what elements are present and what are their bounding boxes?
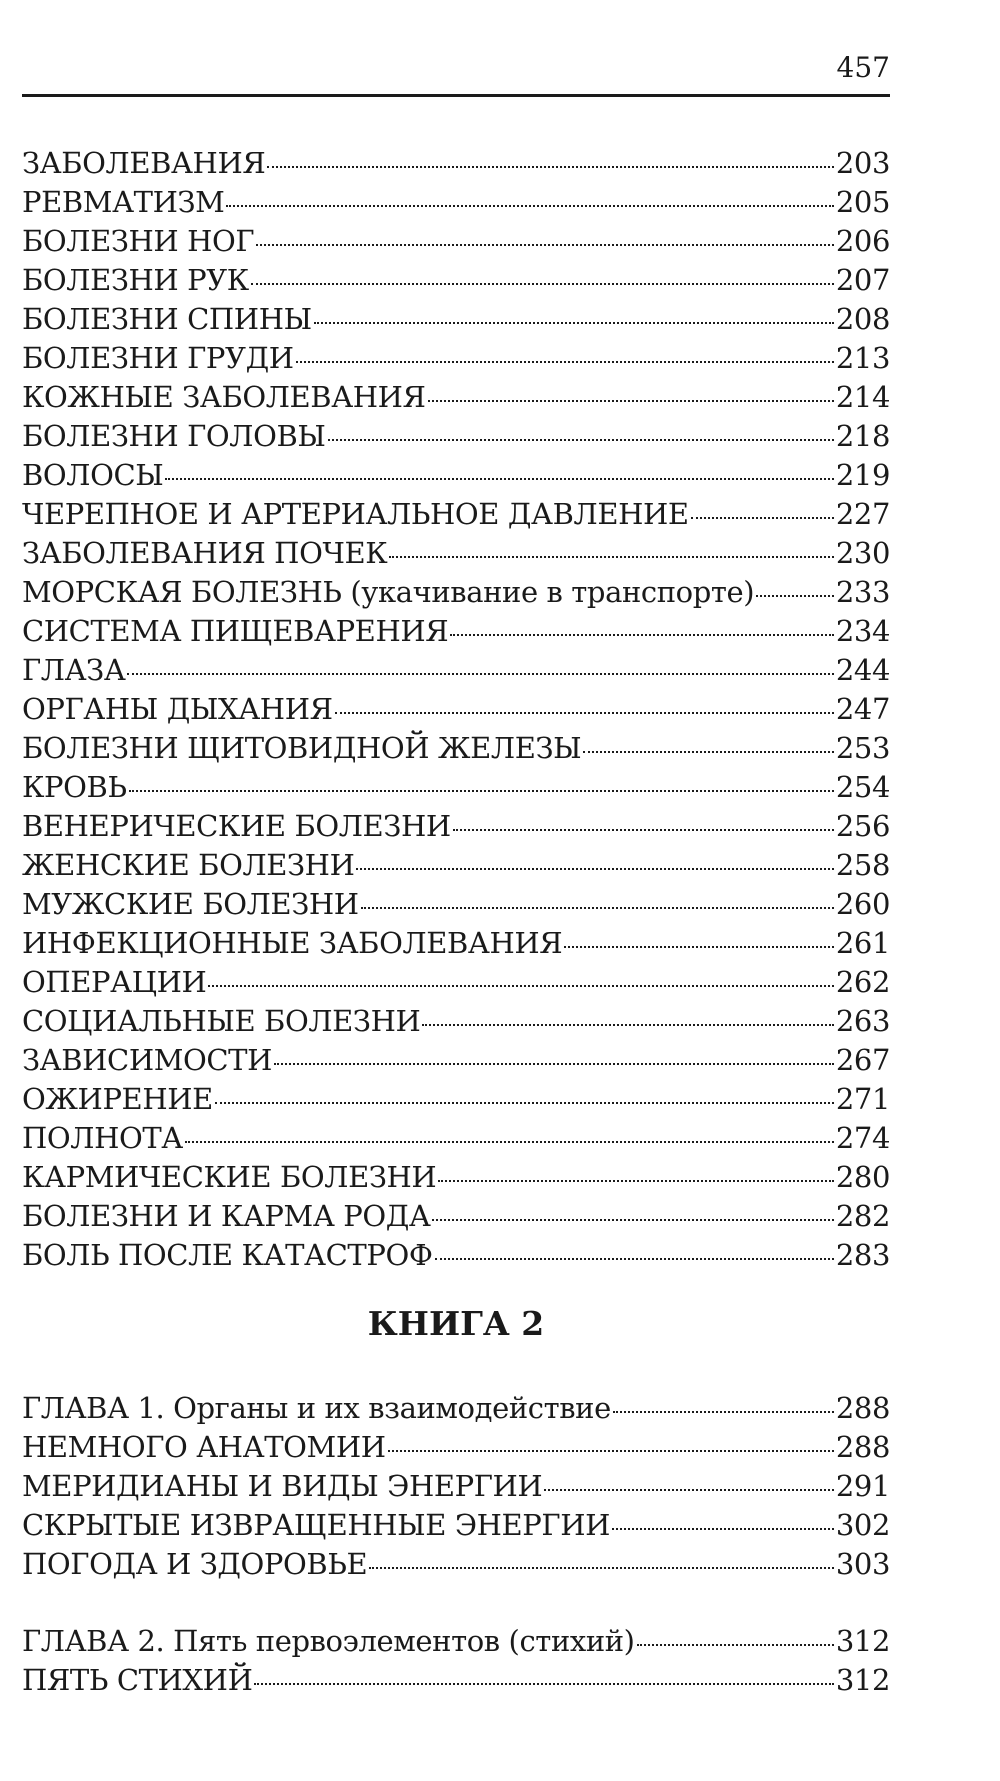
dot-leader (432, 1219, 833, 1221)
toc-entry-title: ПОГОДА И ЗДОРОВЬЕ (22, 1547, 368, 1581)
dot-leader (296, 361, 834, 363)
toc-list-chapter-1 (22, 1389, 890, 1584)
toc-entry (22, 768, 890, 807)
toc-entry-page-number: 312 (835, 1663, 890, 1697)
toc-entry (22, 846, 890, 885)
dot-leader (691, 517, 834, 519)
toc-entry-title: ОПЕРАЦИИ (22, 965, 207, 999)
toc-entry-title: БОЛЕЗНИ И КАРМА РОДА (22, 1199, 431, 1233)
toc-entry-page-number: 256 (835, 809, 890, 843)
toc-entry (22, 807, 890, 846)
toc-entry-title: СКРЫТЫЕ ИЗВРАЩЕННЫЕ ЭНЕРГИИ (22, 1508, 610, 1542)
toc-entry (22, 300, 890, 339)
toc-entry (22, 1661, 890, 1700)
dot-leader (637, 1644, 834, 1646)
toc-entry (22, 144, 890, 183)
toc-entry-title: МЕРИДИАНЫ И ВИДЫ ЭНЕРГИИ (22, 1469, 543, 1503)
dot-leader (215, 1102, 834, 1104)
toc-entry-page-number: 253 (835, 731, 890, 765)
dot-leader (453, 829, 834, 831)
toc-entry-title: БОЛЕЗНИ СПИНЫ (22, 302, 312, 336)
dot-leader (612, 1528, 834, 1530)
dot-leader (544, 1489, 834, 1491)
toc-entry (22, 573, 890, 612)
toc-entry-title: ГЛАЗА (22, 653, 126, 687)
toc-entry-title: ЧЕРЕПНОЕ И АРТЕРИАЛЬНОЕ ДАВЛЕНИЕ (22, 497, 689, 531)
dot-leader (428, 400, 834, 402)
toc-entry (22, 1506, 890, 1545)
toc-entry-page-number: 271 (835, 1082, 890, 1116)
toc-entry-page-number: 283 (835, 1238, 890, 1272)
dot-leader (256, 244, 834, 246)
dot-leader (335, 712, 834, 714)
toc-entry-title: НЕМНОГО АНАТОМИИ (22, 1430, 386, 1464)
toc-entry (22, 651, 890, 690)
toc-entry-title: БОЛЕЗНИ ГОЛОВЫ (22, 419, 326, 453)
toc-entry (22, 1622, 890, 1661)
dot-leader (165, 478, 833, 480)
toc-entry-title: ГЛАВА 1. Органы и их взаимодействие (22, 1391, 611, 1425)
toc-entry-title: ВЕНЕРИЧЕСКИЕ БОЛЕЗНИ (22, 809, 451, 843)
toc-entry (22, 378, 890, 417)
toc-entry-title: ВОЛОСЫ (22, 458, 164, 492)
dot-leader (756, 595, 834, 597)
toc-entry-title: ОЖИРЕНИЕ (22, 1082, 213, 1116)
toc-list (22, 144, 890, 1275)
toc-entry-title: РЕВМАТИЗМ (22, 185, 225, 219)
toc-entry-title: БОЛЕЗНИ ГРУДИ (22, 341, 294, 375)
dot-leader (356, 868, 833, 870)
toc-entry-title: БОЛЕЗНИ РУК (22, 263, 249, 297)
toc-entry-page-number: 244 (835, 653, 890, 687)
toc-entry (22, 222, 890, 261)
toc-entry-page-number: 206 (835, 224, 890, 258)
toc-entry (22, 495, 890, 534)
toc-entry (22, 1428, 890, 1467)
toc-entry-title: МУЖСКИЕ БОЛЕЗНИ (22, 887, 359, 921)
toc-entry (22, 690, 890, 729)
dot-leader (613, 1411, 834, 1413)
toc-entry-title: БОЛЕЗНИ ЩИТОВИДНОЙ ЖЕЛЕЗЫ (22, 731, 582, 765)
dot-leader (564, 946, 834, 948)
toc-entry-page-number: 260 (835, 887, 890, 921)
toc-entry-title: ИНФЕКЦИОННЫЕ ЗАБОЛЕВАНИЯ (22, 926, 563, 960)
toc-entry-page-number: 254 (835, 770, 890, 804)
toc-entry (22, 456, 890, 495)
toc-entry-title: КРОВЬ (22, 770, 127, 804)
toc-entry-title: МОРСКАЯ БОЛЕЗНЬ (укачивание в транспорте) (22, 575, 755, 609)
toc-entry (22, 1467, 890, 1506)
toc-entry (22, 261, 890, 300)
dot-leader (251, 283, 834, 285)
toc-entry-title: КАРМИЧЕСКИЕ БОЛЕЗНИ (22, 1160, 437, 1194)
toc-entry (22, 1158, 890, 1197)
toc-entry-page-number: 261 (835, 926, 890, 960)
toc-entry-title: БОЛЕЗНИ НОГ (22, 224, 255, 258)
toc-entry-title: ОРГАНЫ ДЫХАНИЯ (22, 692, 333, 726)
header-rule (22, 94, 890, 97)
toc-entry (22, 1041, 890, 1080)
toc-entry-title: СИСТЕМА ПИЩЕВАРЕНИЯ (22, 614, 449, 648)
toc-entry (22, 963, 890, 1002)
dot-leader (583, 751, 834, 753)
toc-entry (22, 612, 890, 651)
toc-entry (22, 885, 890, 924)
toc-entry-title: КОЖНЫЕ ЗАБОЛЕВАНИЯ (22, 380, 426, 414)
dot-leader (450, 634, 834, 636)
dot-leader (129, 790, 834, 792)
toc-entry-page-number: 288 (835, 1430, 890, 1464)
toc-entry-title: ГЛАВА 2. Пять первоэлементов (стихий) (22, 1624, 635, 1658)
toc-entry-title: ПЯТЬ СТИХИЙ (22, 1663, 253, 1697)
toc-entry-title: ЗАБОЛЕВАНИЯ ПОЧЕК (22, 536, 388, 570)
toc-entry (22, 339, 890, 378)
toc-entry-page-number: 233 (835, 575, 890, 609)
dot-leader (422, 1024, 833, 1026)
toc-entry-page-number: 205 (835, 185, 890, 219)
toc-entry (22, 1080, 890, 1119)
toc-entry-page-number: 291 (835, 1469, 890, 1503)
dot-leader (389, 556, 834, 558)
toc-entry (22, 729, 890, 768)
dot-leader (208, 985, 833, 987)
dot-leader (369, 1567, 834, 1569)
toc-entry-page-number: 208 (835, 302, 890, 336)
dot-leader (435, 1258, 834, 1260)
dot-leader (328, 439, 834, 441)
dot-leader (185, 1141, 834, 1143)
toc-entry-page-number: 207 (835, 263, 890, 297)
dot-leader (438, 1180, 834, 1182)
toc-entry-page-number: 234 (835, 614, 890, 648)
page-number: 457 (836, 51, 890, 84)
toc-entry (22, 534, 890, 573)
toc-entry-page-number: 267 (835, 1043, 890, 1077)
toc-entry-page-number: 247 (835, 692, 890, 726)
dot-leader (361, 907, 834, 909)
dot-leader (314, 322, 834, 324)
toc-entry-title: БОЛЬ ПОСЛЕ КАТАСТРОФ (22, 1238, 433, 1272)
toc-entry-title: ЗАВИСИМОСТИ (22, 1043, 273, 1077)
toc-entry-page-number: 303 (835, 1547, 890, 1581)
toc-entry-page-number: 288 (835, 1391, 890, 1425)
toc-entry (22, 924, 890, 963)
toc-entry-page-number: 230 (835, 536, 890, 570)
toc-entry-page-number: 282 (835, 1199, 890, 1233)
dot-leader (388, 1450, 834, 1452)
dot-leader (274, 1063, 834, 1065)
toc-entry-page-number: 263 (835, 1004, 890, 1038)
toc-entry-page-number: 213 (835, 341, 890, 375)
toc-entry (22, 1236, 890, 1275)
toc-entry-page-number: 203 (835, 146, 890, 180)
toc-entry-page-number: 312 (835, 1624, 890, 1658)
toc-entry-page-number: 258 (835, 848, 890, 882)
toc-entry-page-number: 214 (835, 380, 890, 414)
toc-entry (22, 183, 890, 222)
toc-entry-page-number: 280 (835, 1160, 890, 1194)
dot-leader (254, 1683, 833, 1685)
toc-entry-title: ЖЕНСКИЕ БОЛЕЗНИ (22, 848, 355, 882)
toc-entry-page-number: 302 (835, 1508, 890, 1542)
toc-entry (22, 1389, 890, 1428)
toc-entry (22, 1119, 890, 1158)
toc-entry-title: ПОЛНОТА (22, 1121, 183, 1155)
toc-entry-page-number: 274 (835, 1121, 890, 1155)
toc-entry (22, 1197, 890, 1236)
dot-leader (267, 166, 833, 168)
toc-entry-title: СОЦИАЛЬНЫЕ БОЛЕЗНИ (22, 1004, 421, 1038)
toc-entry-page-number: 227 (835, 497, 890, 531)
toc-entry (22, 1002, 890, 1041)
dot-leader (127, 673, 833, 675)
dot-leader (226, 205, 833, 207)
toc-entry (22, 1545, 890, 1584)
toc-entry (22, 417, 890, 456)
book-heading: КНИГА 2 (367, 1304, 545, 1343)
toc-entry-title: ЗАБОЛЕВАНИЯ (22, 146, 266, 180)
toc-entry-page-number: 219 (835, 458, 890, 492)
toc-entry-page-number: 262 (835, 965, 890, 999)
toc-entry-page-number: 218 (835, 419, 890, 453)
toc-list-chapter-2 (22, 1622, 890, 1700)
